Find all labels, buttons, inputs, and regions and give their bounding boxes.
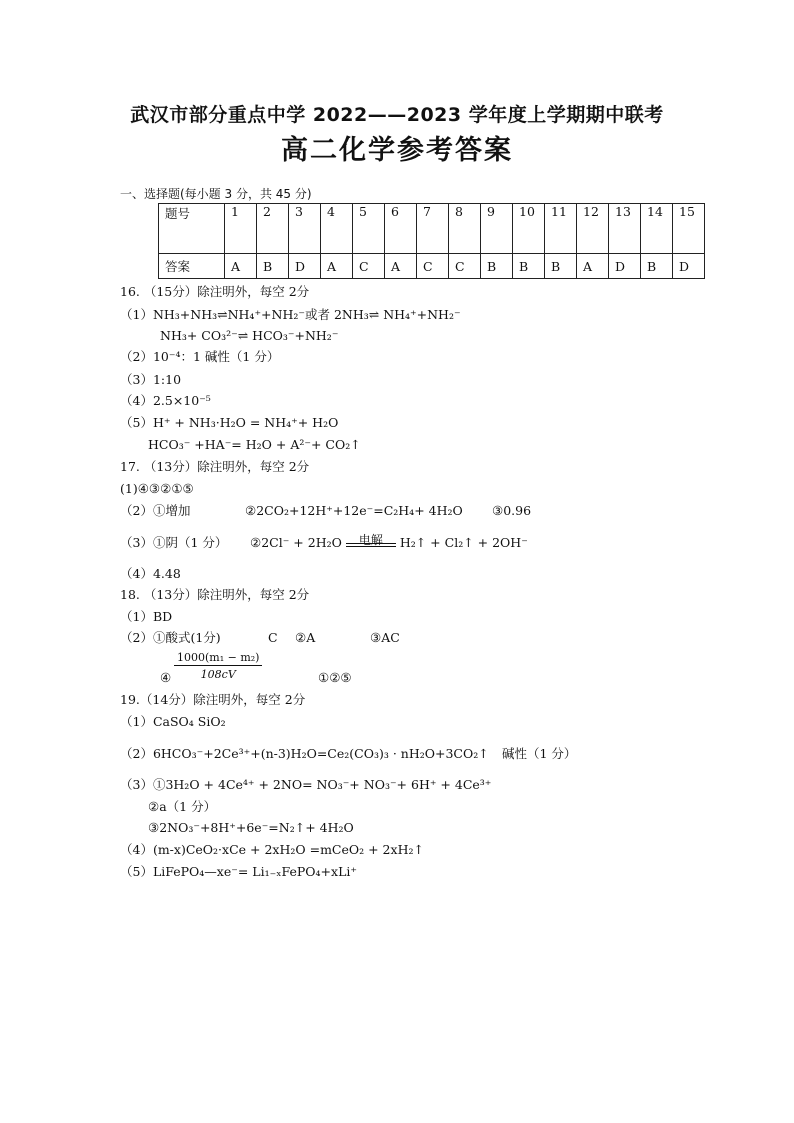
q18-answer-2b: C	[268, 630, 278, 645]
q16-heading: 16. （15分）除注明外，每空 2分	[120, 284, 310, 299]
table-cell: 8	[449, 204, 481, 254]
table-cell: C	[417, 254, 449, 279]
table-cell: B	[481, 254, 513, 279]
q19-answer-2b: 碱性（1 分）	[502, 746, 577, 761]
table-cell: 7	[417, 204, 449, 254]
equation-right: H₂↑ + Cl₂↑ + 2OH⁻	[399, 535, 528, 550]
table-cell: 10	[513, 204, 545, 254]
q19-answer-3c: ③2NO₃⁻+8H⁺+6e⁻=N₂↑+ 4H₂O	[148, 820, 354, 835]
table-cell: 14	[641, 204, 673, 254]
document-subtitle: 高二化学参考答案	[281, 135, 513, 166]
q19-answer-3: （3）①3H₂O + 4Ce⁴⁺ + 2NO= NO₃⁻+ NO₃⁻+ 6H⁺ + 4Ce³⁺	[120, 777, 492, 792]
document-title: 武汉市部分重点中学 2022——2023 学年度上学期期中联考	[130, 104, 664, 126]
q17-answer-3b	[250, 535, 528, 551]
table-cell: 6	[385, 204, 417, 254]
q19-answer-5: （5）LiFePO₄—xe⁻= Li₁₋ₓFePO₄+xLi⁺	[120, 864, 357, 879]
q17-answer-1: (1)④③②①⑤	[120, 481, 194, 496]
table-cell: 5	[353, 204, 385, 254]
q18-answer-3a: ④	[160, 670, 172, 685]
q18-answer-2a: （2）①酸式(1分)	[120, 630, 221, 645]
q17-answer-2c: ③0.96	[492, 503, 532, 518]
q18-heading: 18. （13分）除注明外，每空 2分	[120, 587, 310, 602]
table-cell: B	[545, 254, 577, 279]
q19-answer-2a: （2）6HCO₃⁻+2Ce³⁺+(n-3)H₂O=Ce₂(CO₃)₃ · nH₂O+3CO₂↑	[120, 746, 489, 761]
table-row-numbers	[159, 204, 705, 254]
table-cell: B	[257, 254, 289, 279]
table-cell: A	[577, 254, 609, 279]
q19-answer-1: （1）CaSO₄ SiO₂	[120, 714, 226, 729]
table-cell: B	[641, 254, 673, 279]
q17-answer-3a: （3）①阴（1 分）	[120, 535, 228, 550]
table-cell: A	[321, 254, 353, 279]
row-label-number: 题号	[159, 204, 225, 254]
table-cell: 11	[545, 204, 577, 254]
table-cell: A	[225, 254, 257, 279]
q18-answer-2d: ③AC	[370, 630, 400, 645]
q18-answer-2c: ②A	[295, 630, 316, 645]
q16-answer-1: （1）NH₃+NH₃⇌NH₄⁺+NH₂⁻或者 2NH₃⇌ NH₄⁺+NH₂⁻	[120, 307, 461, 322]
table-cell: 13	[609, 204, 641, 254]
table-cell: 3	[289, 204, 321, 254]
section1-heading: 一、选择题(每小题 3 分，共 45 分)	[120, 187, 312, 201]
equation-left: ②2Cl⁻ + 2H₂O	[250, 535, 342, 550]
q17-answer-4: （4）4.48	[120, 566, 181, 581]
q17-heading: 17. （13分）除注明外，每空 2分	[120, 459, 310, 474]
table-cell: 12	[577, 204, 609, 254]
table-cell: D	[609, 254, 641, 279]
fraction-numerator: 1000(m₁ − m₂)	[174, 651, 262, 666]
table-cell: C	[449, 254, 481, 279]
fraction-denominator: 108cV	[200, 668, 236, 681]
table-cell: 9	[481, 204, 513, 254]
table-cell: C	[353, 254, 385, 279]
q19-heading: 19.（14分）除注明外，每空 2分	[120, 692, 306, 707]
q17-answer-2b: ②2CO₂+12H⁺+12e⁻=C₂H₄+ 4H₂O	[245, 503, 463, 518]
table-cell: 4	[321, 204, 353, 254]
q16-answer-2: （2）10⁻⁴：1 碱性（1 分）	[120, 349, 280, 364]
q16-answer-5: （5）H⁺ + NH₃·H₂O = NH₄⁺+ H₂O	[120, 415, 339, 430]
row-label-answer: 答案	[159, 254, 225, 279]
q16-answer-3: （3）1:10	[120, 372, 182, 387]
table-cell: B	[513, 254, 545, 279]
table-cell: 15	[673, 204, 705, 254]
table-cell: D	[289, 254, 321, 279]
q17-answer-2a: （2）①增加	[120, 503, 191, 518]
q19-answer-4: （4）(m-x)CeO₂·xCe + 2xH₂O =mCeO₂ + 2xH₂↑	[120, 842, 424, 857]
q16-answer-5b: HCO₃⁻ +HA⁻= H₂O + A²⁻+ CO₂↑	[148, 437, 361, 452]
table-cell: D	[673, 254, 705, 279]
answer-table	[158, 203, 705, 279]
q18-answer-1: （1）BD	[120, 609, 173, 624]
q16-answer-1b: NH₃+ CO₃²⁻⇌ HCO₃⁻+NH₂⁻	[160, 328, 339, 343]
table-cell: 1	[225, 204, 257, 254]
q18-answer-3b: ①②⑤	[318, 670, 352, 685]
table-cell: 2	[257, 204, 289, 254]
q19-answer-3b: ②a（1 分）	[148, 799, 217, 814]
q18-fraction	[174, 651, 262, 681]
electrolysis-condition: 电解	[358, 533, 383, 547]
table-row-answers	[159, 254, 705, 279]
table-cell: A	[385, 254, 417, 279]
q16-answer-4: （4）2.5×10⁻⁵	[120, 393, 211, 408]
